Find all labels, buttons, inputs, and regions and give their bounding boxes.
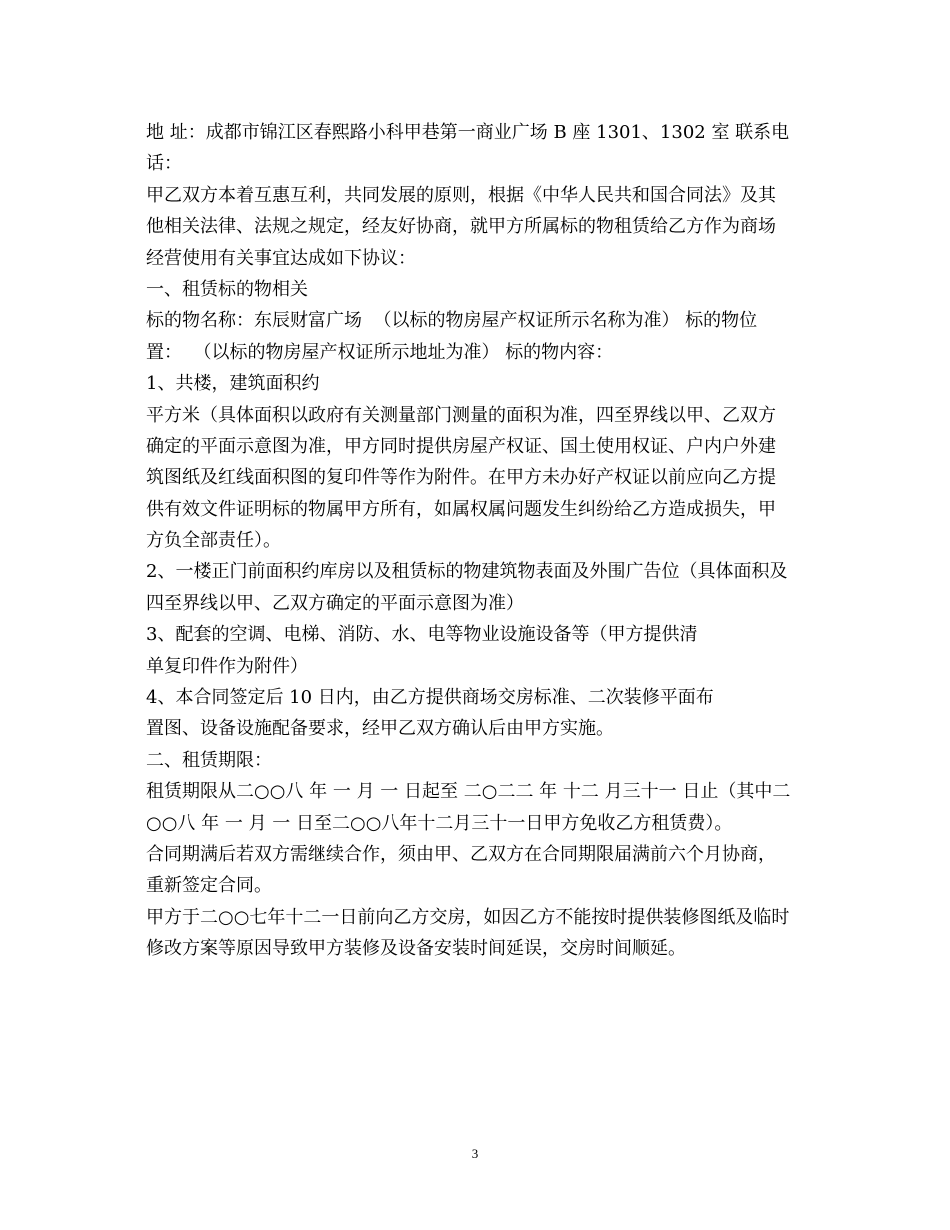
text-line: 话： <box>146 153 182 175</box>
section-heading: 二、租赁期限： <box>146 749 272 771</box>
text-line: 3、配套的空调、电梯、消防、水、电等物业设施设备等（甲方提供清 <box>146 624 698 646</box>
text-line: 四至界线以甲、乙双方确定的平面示意图为准） <box>146 592 524 614</box>
text-line: 筑图纸及红线面积图的复印件等作为附件。在甲方未办好产权证以前应向乙方提 <box>146 467 776 489</box>
text-line: 甲乙双方本着互惠互利，共同发展的原则，根据《中华人民共和国合同法》及其 <box>146 184 776 206</box>
text-line: 标的物名称：东辰财富广场 （以标的物房屋产权证所示名称为准） 标的物位 <box>146 310 758 332</box>
text-line: 地 址：成都市锦江区春熙路小科甲巷第一商业广场 B 座 1301、1302 室 联系电 <box>146 122 790 143</box>
text-line: 方负全部责任）。 <box>146 530 281 552</box>
text-line: 置图、设备设施配备要求，经甲乙双方确认后由甲方实施。 <box>146 718 614 740</box>
text-line: 平方米（具体面积以政府有关测量部门测量的面积为准，四至界线以甲、乙双方 <box>146 404 776 426</box>
text-line: 他相关法律、法规之规定，经友好协商，就甲方所属标的物租赁给乙方作为商场 <box>146 216 776 238</box>
text-line: 租赁期限从二○○八 年 一 月 一 日起至 二○二二 年 十二 月三十一 日止（其中二 <box>146 781 791 803</box>
text-line: 1、共楼，建筑面积约 <box>146 373 320 395</box>
text-line: 重新签定合同。 <box>146 875 272 897</box>
text-line: 合同期满后若双方需继续合作，须由甲、乙双方在合同期限届满前六个月协商， <box>146 843 776 865</box>
text-line: 4、本合同签定后 10 日内，由乙方提供商场交房标准、二次装修平面布 <box>146 687 714 709</box>
document-body <box>146 117 816 965</box>
text-line: 单复印件作为附件） <box>146 655 308 677</box>
text-line: 置： （以标的物房屋产权证所示地址为准） 标的物内容： <box>146 341 614 363</box>
section-heading: 一、租赁标的物相关 <box>146 278 308 300</box>
text-line: 经营使用有关事宜达成如下协议： <box>146 247 416 269</box>
text-line: 确定的平面示意图为准，甲方同时提供房屋产权证、国土使用权证、户内户外建 <box>146 435 776 457</box>
text-line: 2、一楼正门前面积约库房以及租赁标的物建筑物表面及外围广告位（具体面积及 <box>146 561 788 583</box>
text-line: 甲方于二○○七年十二一日前向乙方交房，如因乙方不能按时提供装修图纸及临时 <box>146 906 790 928</box>
text-line: 修改方案等原因导致甲方装修及设备安装时间延误，交房时间顺延。 <box>146 938 686 960</box>
text-line: ○○八 年 一 月 一 日至二○○八年十二月三十一日甲方免收乙方租赁费）。 <box>146 812 733 834</box>
text-line: 供有效文件证明标的物属甲方所有，如属权属问题发生纠纷给乙方造成损失，甲 <box>146 498 776 520</box>
page-number: 3 <box>471 1146 479 1161</box>
